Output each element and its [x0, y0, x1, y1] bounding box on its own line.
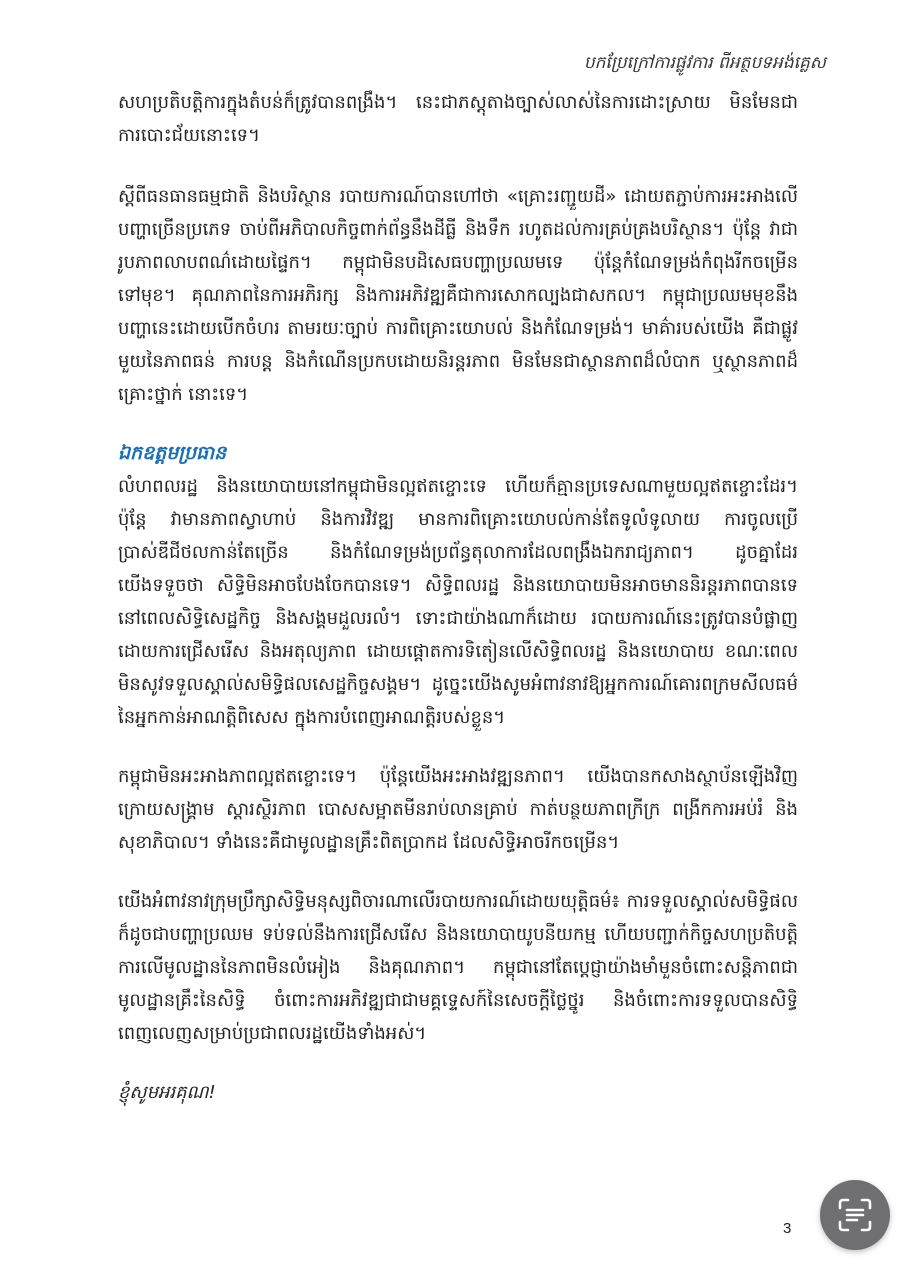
paragraph-environment: ស្តីពីធនធានធម្មជាតិ និងបរិស្ថាន របាយការណ៍បានហៅថា «គ្រោះរញ្ជួយដី» ដោយតភ្ជាប់ការអះអាងលើបញ្ហាច្រើនប្រភេទ ចាប់ពីអភិបាលកិច្ចពាក់ព័ន្ធនឹងដីធ្លី និងទឹក រហូតដល់ការគ្រប់គ្រងបរិស្ថាន។ ប៉ុន្តែ វាជារូបភាពលាបពណ៌ដោយផ្ទៃក។ កម្ពុជាមិនបដិសេធបញ្ហាប្រឈមទេ ប៉ុន្តែកំណែទម្រង់កំពុងរីកចម្រើនទៅមុខ។ គុណភាពនៃការអភិរក្ស និងការអភិវឌ្ឍគឺជាការសោកល្បងជាសកល។ កម្ពុជាប្រឈមមុខនឹងបញ្ហានេះដោយបើកចំហរ តាមរយៈច្បាប់ ការពិគ្រោះយោបល់ និងកំណែទម្រង់។ មាគ៌ារបស់យើង គឺជាផ្លូវមួយនៃភាពធន់ ការបន្ត និងកំណើនប្រកបដោយនិរន្តរភាព មិនមែនជាស្ថានភាពដ៏លំបាក ឬស្ថានភាពដ៏គ្រោះថ្នាក់ នោះទេ។	[118, 186, 798, 405]
page-number: 3	[783, 1220, 792, 1237]
paragraph-continuation: សហប្រតិបត្តិការក្នុងតំបន់ក៏ត្រូវបានពង្រឹង។ នេះជាភស្តុតាងច្បាស់លាស់នៃការដោះស្រាយ មិនមែនជាការបោះជ័យនោះទេ។	[118, 92, 798, 146]
running-header: បកប្រែក្រៅការផ្លូវការ ពីអត្ថបទអង់គ្លេស	[583, 53, 826, 73]
paragraph-progress: កម្ពុជាមិនអះអាងភាពល្អឥតខ្ចោះទេ។ ប៉ុន្តែយើងអះអាងវឌ្ឍនភាព។ យើងបានកសាងស្ថាប័នឡើងវិញក្រោយសង្គ្រាម ស្តារស្ថិរភាព បោសសម្អាតមីនរាប់លានគ្រាប់ កាត់បន្ថយភាពក្រីក្រ ពង្រីកការអប់រំ និងសុខាភិបាល។ ទាំងនេះគឺជាមូលដ្ឋានគ្រឹះពិតប្រាកដ ដែលសិទ្ធិអាចរីកចម្រើន។	[118, 766, 798, 853]
closing-thanks: ខ្ញុំសូមអរគុណ!	[118, 1082, 216, 1103]
page-content	[118, 86, 798, 1109]
section-heading: ឯកឧត្តមប្រធាន	[118, 442, 227, 464]
scan-text-button[interactable]	[820, 1180, 890, 1250]
document-scan-icon	[836, 1196, 874, 1234]
paragraph-appeal: យើងអំពាវនាវក្រុមប្រឹក្សាសិទ្ធិមនុស្សពិចារណាលើរបាយការណ៍ដោយយុត្តិធម៌៖ ការទទួលស្គាល់សមិទ្ធិផល ក៏ដូចជាបញ្ហាប្រឈម ទប់ទល់នឹងការជ្រើសរើស និងនយោបាយូបនីយកម្ម ហើយបញ្ជាក់កិច្ចសហប្រតិបត្តិការលើមូលដ្ឋាននៃភាពមិនលំអៀង និងគុណភាព។ កម្ពុជានៅតែប្តេជ្ញាយ៉ាងមាំមួនចំពោះសន្តិភាពជាមូលដ្ឋានគ្រឹះនៃសិទ្ធិ ចំពោះការអភិវឌ្ឍជាជាមគ្គទ្ទេសក៍នៃសេចក្តីថ្លៃថ្នូរ និងចំពោះការទទួលបានសិទ្ធិពេញលេញសម្រាប់ប្រជាពលរដ្ឋយើងទាំងអស់។	[118, 891, 798, 1044]
paragraph-civic-space: លំហពលរដ្ឋ និងនយោបាយនៅកម្ពុជាមិនល្អឥតខ្ចោះទេ ហើយក៏គ្មានប្រទេសណាមួយល្អឥតខ្ចោះដែរ។ ប៉ុន្តែ វាមានភាពស្វាហាប់ និងការវិវឌ្ឍ មានការពិគ្រោះយោបល់កាន់តែទូលំទូលាយ ការចូលប្រើប្រាស់ឌីជីថលកាន់តែច្រើន និងកំណែទម្រង់ប្រព័ន្ធតុលាការដែលពង្រឹងឯករាជ្យភាព។ ដូចគ្នាដែរ យើងទទួចថា សិទ្ធិមិនអាចបែងចែកបានទេ។ សិទ្ធិពលរដ្ឋ និងនយោបាយមិនអាចមាននិរន្តរភាពបានទេ នៅពេលសិទ្ធិសេដ្ឋកិច្ច និងសង្គមដួលរលំ។ ទោះជាយ៉ាងណាក៏ដោយ របាយការណ៍នេះត្រូវបានបំផ្លាញដោយការជ្រើសរើស និងអតុល្យភាព ដោយផ្តោតការទិតៀនលើសិទ្ធិពលរដ្ឋ និងនយោបាយ ខណៈពេលមិនសូវទទួលស្គាល់សមិទ្ធិផលសេដ្ឋកិច្ចសង្គម។ ដូច្នេះយើងសូមអំពាវនាវឱ្យអ្នកការណ៍គោរពក្រមសីលធម៌នៃអ្នកកាន់អាណត្តិពិសេស ក្នុងការបំពេញអាណត្តិរបស់ខ្លួន។	[118, 476, 798, 728]
